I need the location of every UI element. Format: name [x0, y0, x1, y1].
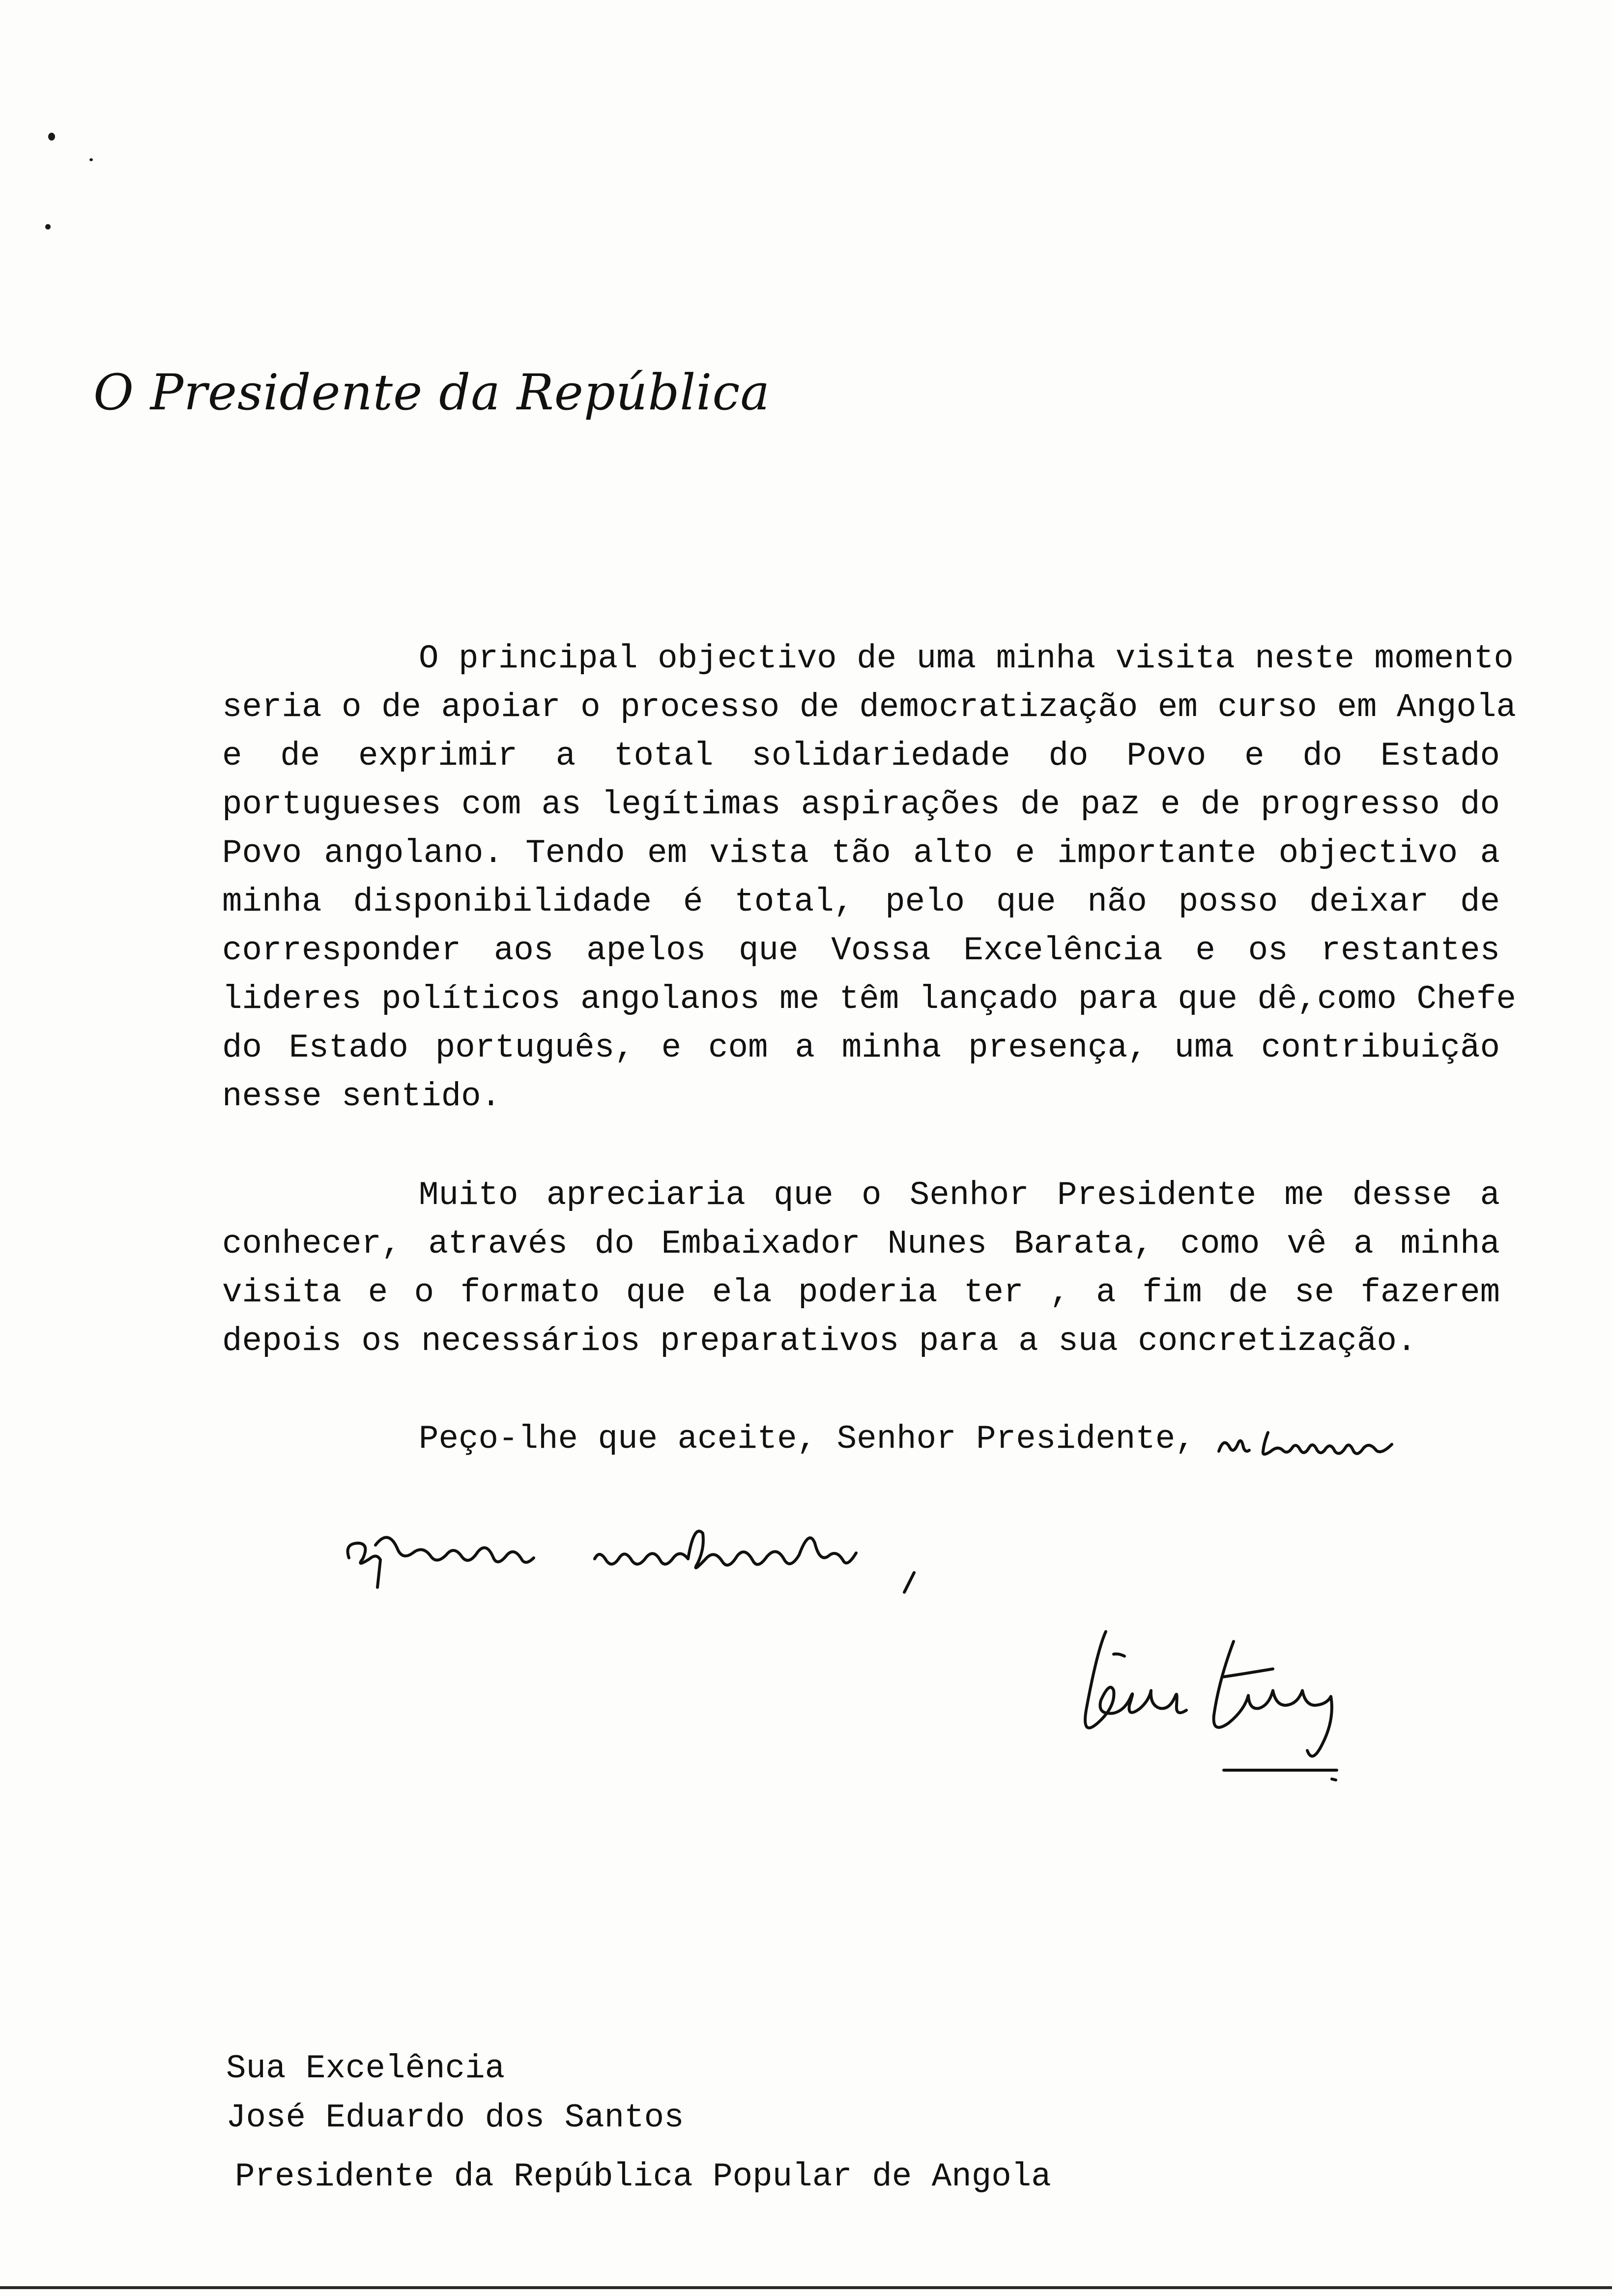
- handwritten-afectuosos-cumprimentos: [339, 1514, 949, 1597]
- addressee-block: [226, 2044, 1051, 2202]
- scan-speck: [48, 133, 55, 141]
- letterhead-title: O Presidente da República: [93, 364, 771, 421]
- closing-typed: Peço-lhe que aceite, Senhor Presidente,: [419, 1421, 1195, 1458]
- scan-speck: [89, 158, 93, 161]
- handwritten-os-meus: [1214, 1423, 1401, 1462]
- text-line: Muito apreciaria que o Senhor Presidente me desse a: [419, 1177, 1500, 1214]
- scan-speck: [45, 224, 51, 230]
- bottom-edge-line: [0, 2286, 1612, 2289]
- text-line: nesse sentido.: [222, 1078, 501, 1116]
- paragraph-2: [222, 1172, 1500, 1366]
- text-line: visita e o formato que ela poderia ter , a fim de se fazerem: [222, 1274, 1500, 1312]
- addressee-title: Sua Excelência: [226, 2050, 505, 2088]
- paragraph-1: [222, 635, 1516, 1121]
- addressee-office: Presidente da República Popular de Angola: [235, 2158, 1051, 2196]
- signature: [1066, 1622, 1352, 1784]
- text-line: e de exprimir a total solidariedade do Povo e do Estado: [222, 738, 1500, 775]
- addressee-name: José Eduardo dos Santos: [226, 2099, 684, 2137]
- text-line: conhecer, através do Embaixador Nunes Barata, como vê a minha: [222, 1226, 1500, 1263]
- text-line: lideres políticos angolanos me têm lançado para que dê,como Chefe: [222, 981, 1516, 1018]
- text-line: portugueses com as legítimas aspirações de paz e de progresso do: [222, 786, 1500, 824]
- text-line: minha disponibilidade é total, pelo que não posso deixar de: [222, 884, 1500, 921]
- letterhead: [93, 364, 771, 442]
- text-line: depois os necessários preparativos para a sua concretização.: [222, 1323, 1417, 1360]
- text-line: seria o de apoiar o processo de democratização em curso em Angola: [222, 689, 1516, 726]
- text-line: O principal objectivo de uma minha visita neste momento: [419, 640, 1514, 678]
- text-line: corresponder aos apelos que Vossa Excelência e os restantes: [222, 932, 1500, 970]
- text-line: do Estado português, e com a minha presença, uma contribuição: [222, 1030, 1500, 1067]
- text-line: Povo angolano. Tendo em vista tão alto e importante objectivo a: [222, 835, 1500, 872]
